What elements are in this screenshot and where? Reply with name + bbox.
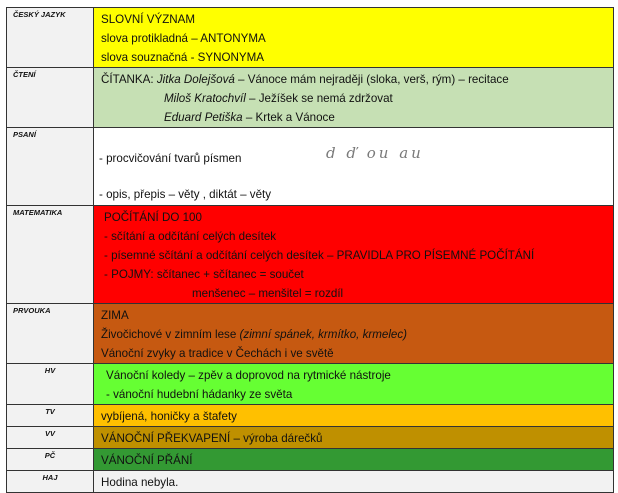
subject-tv: TV <box>7 405 94 427</box>
math-line: POČÍTÁNÍ DO 100 <box>104 211 202 224</box>
prvouka-italic: (zimní spánek, krmítko, krmelec) <box>239 328 408 341</box>
prvouka-text: Živočichové v zimním lese <box>101 328 240 341</box>
content-haj <box>94 471 614 493</box>
cteni-title: – Vánoce mám nejraději (sloka, verš, rým) – recitace <box>234 73 509 86</box>
haj-line: Hodina nebyla. <box>101 476 179 489</box>
subject-psani: PSANÍ <box>7 128 94 206</box>
cteni-line <box>101 108 613 127</box>
row-cesky-jazyk <box>7 8 614 68</box>
math-line: - sčítání a odčítání celých desítek <box>104 230 277 243</box>
cj-line: slova protikladná – ANTONYMA <box>101 32 266 45</box>
math-line: - POJMY: sčítanec + sčítanec = součet <box>104 268 304 281</box>
cj-line: SLOVNÍ VÝZNAM <box>101 13 196 26</box>
content-prvouka <box>94 304 614 364</box>
row-haj <box>7 471 614 493</box>
prvouka-line: ZIMA <box>101 309 129 322</box>
subject-haj: HAJ <box>7 471 94 493</box>
math-line: - písemné sčítání a odčítání celých desítek – PRAVIDLA PRO PÍSEMNÉ POČÍTÁNÍ <box>104 249 535 262</box>
subject-cesky-jazyk: ČESKÝ JAZYK <box>7 8 94 68</box>
content-tv <box>94 405 614 427</box>
psani-area <box>94 128 613 205</box>
subject-vv: VV <box>7 427 94 449</box>
content-hv <box>94 364 614 405</box>
vv-line: VÁNOČNÍ PŘEKVAPENÍ – výroba dárečků <box>101 432 323 445</box>
subject-matematika: MATEMATIKA <box>7 206 94 304</box>
row-matematika <box>7 206 614 304</box>
row-pc <box>7 449 614 471</box>
psani-line: - procvičování tvarů písmen <box>99 152 242 165</box>
tv-line: vybíjená, honičky a štafety <box>101 410 237 423</box>
content-cteni <box>94 68 614 128</box>
cteni-title: – Krtek a Vánoce <box>242 111 335 124</box>
cteni-title: – Ježíšek se nemá zdržovat <box>245 92 393 105</box>
hv-line: - vánoční hudební hádanky ze světa <box>106 388 293 401</box>
content-vv <box>94 427 614 449</box>
handwriting-sample: d ď ou au <box>326 144 424 162</box>
subject-prvouka: PRVOUKA <box>7 304 94 364</box>
cteni-author: Jitka Dolejšová <box>156 73 235 86</box>
subject-hv: HV <box>7 364 94 405</box>
cteni-prefix: ČÍTANKA: <box>101 73 157 86</box>
content-matematika <box>94 206 614 304</box>
content-psani <box>94 128 614 206</box>
cteni-line <box>101 70 613 89</box>
pc-line: VÁNOČNÍ PŘÁNÍ <box>101 454 193 467</box>
row-prvouka <box>7 304 614 364</box>
subject-cteni: ČTENÍ <box>7 68 94 128</box>
row-tv <box>7 405 614 427</box>
content-cesky-jazyk <box>94 8 614 68</box>
hv-line: Vánoční koledy – zpěv a doprovod na rytmické nástroje <box>106 369 391 382</box>
math-line: menšenec – menšitel = rozdíl <box>192 287 344 300</box>
cj-line: slova souznačná - SYNONYMA <box>101 51 265 64</box>
row-vv <box>7 427 614 449</box>
content-pc <box>94 449 614 471</box>
prvouka-line <box>101 325 613 344</box>
row-hv <box>7 364 614 405</box>
prvouka-line: Vánoční zvyky a tradice v Čechách i ve světě <box>101 347 334 360</box>
cteni-author: Miloš Kratochvíl <box>164 92 246 105</box>
row-psani <box>7 128 614 206</box>
cteni-line <box>101 89 613 108</box>
psani-line: - opis, přepis – věty , diktát – věty <box>99 188 272 201</box>
subject-pc: PČ <box>7 449 94 471</box>
row-cteni <box>7 68 614 128</box>
lesson-plan-table <box>6 7 614 493</box>
cteni-author: Eduard Petiška <box>164 111 243 124</box>
